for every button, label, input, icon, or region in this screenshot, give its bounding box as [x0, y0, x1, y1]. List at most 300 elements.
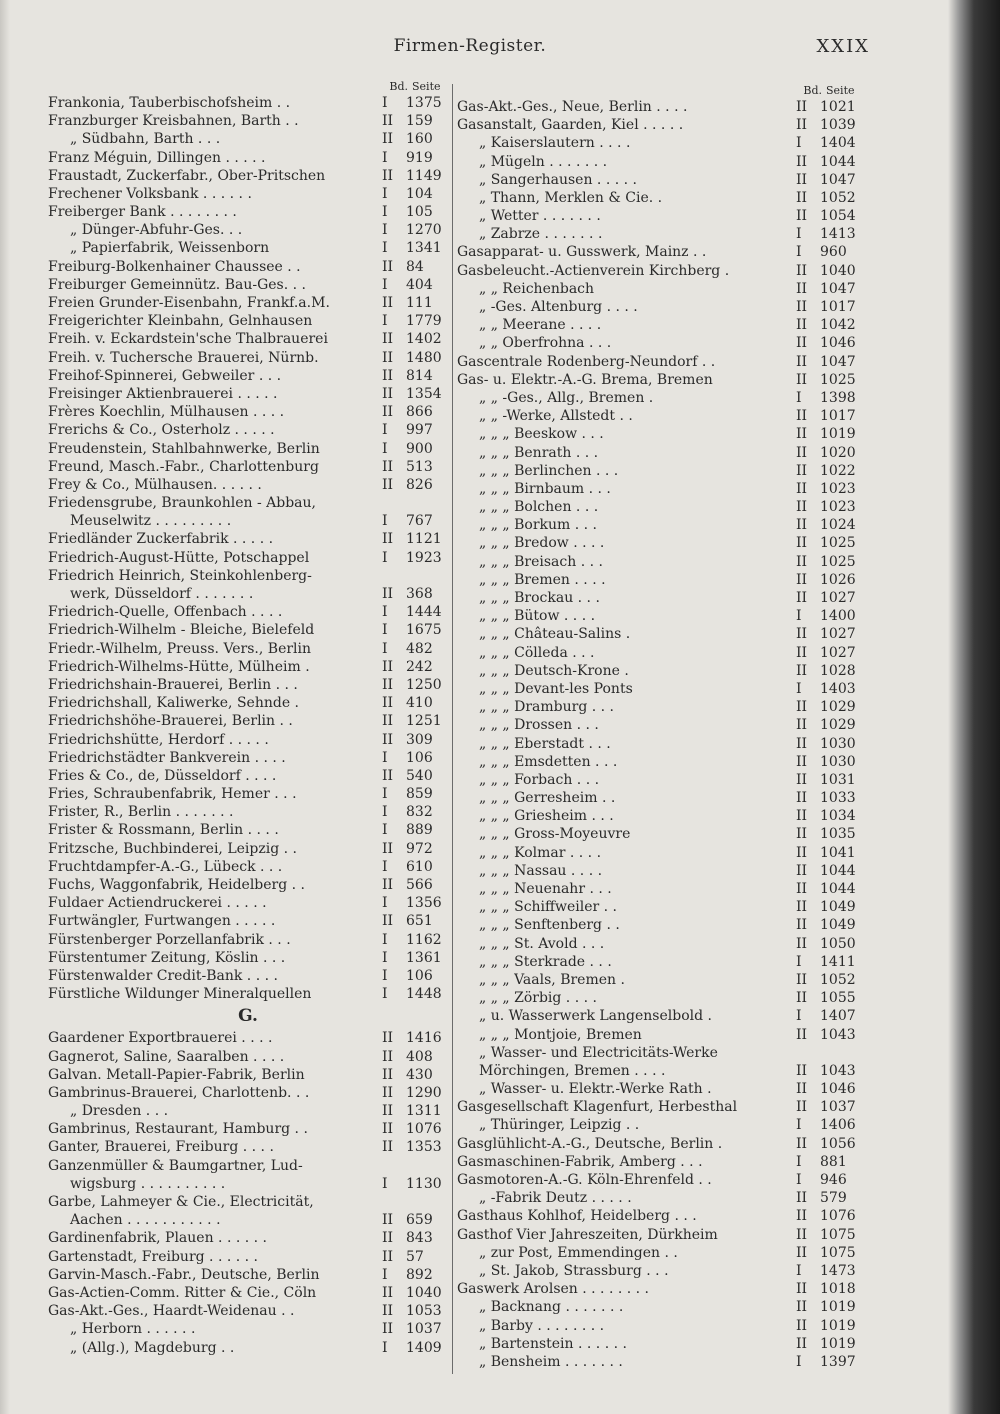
register-entry [457, 607, 862, 625]
register-entry [457, 644, 862, 662]
entry-page: 1029 [820, 699, 856, 716]
register-entry [48, 130, 448, 148]
entry-page: 881 [820, 1153, 847, 1170]
register-entry [457, 807, 862, 825]
entry-name: Frerichs & Co., Osterholz . . . . . [48, 422, 275, 439]
register-entry [48, 476, 448, 494]
entry-page: 659 [406, 1212, 433, 1229]
entry-volume: I [382, 513, 388, 530]
entry-name: „ „ „ Beeskow . . . [479, 426, 604, 443]
entry-page: 651 [406, 913, 433, 930]
entry-volume: I [382, 422, 388, 439]
register-entry [48, 1066, 448, 1084]
entry-volume: II [382, 877, 394, 894]
register-entry [457, 698, 862, 716]
register-entry [48, 749, 448, 767]
register-entry [48, 94, 448, 112]
entry-volume: II [382, 1121, 394, 1138]
entry-volume: II [382, 131, 394, 148]
entry-page: 540 [406, 767, 433, 784]
entry-name: „ Backnang . . . . . . . [479, 1299, 624, 1316]
register-entry [48, 840, 448, 858]
entry-volume: I [796, 244, 802, 261]
entry-name: „ „ Meerane . . . . [479, 317, 602, 334]
entry-page: 1480 [406, 349, 442, 366]
entry-page: 242 [406, 658, 433, 675]
right-column [457, 84, 862, 1371]
entry-name: „ „ „ Breisach . . . [479, 553, 603, 570]
entry-name: „ zur Post, Emmendingen . . [479, 1244, 678, 1261]
entry-page: 1039 [820, 117, 856, 134]
entry-page: 1055 [820, 990, 856, 1007]
entry-page: 1473 [820, 1262, 856, 1279]
entry-name: Freund, Masch.-Fabr., Charlottenburg [48, 458, 319, 475]
entry-name: „ „ „ Drossen . . . [479, 717, 599, 734]
register-entry [457, 1044, 862, 1062]
entry-name: „ „ „ St. Avold . . . [479, 935, 605, 952]
entry-page: 1923 [406, 549, 442, 566]
register-entry [48, 1139, 448, 1157]
entry-volume: II [382, 767, 394, 784]
entry-page: 859 [406, 786, 433, 803]
entry-page: 997 [406, 422, 433, 439]
entry-volume: I [382, 276, 388, 293]
entry-volume: II [796, 1226, 808, 1243]
entry-name: „ -Fabrik Deutz . . . . . [479, 1190, 632, 1207]
entry-name: Gas-Akt.-Ges., Haardt-Weidenau . . [48, 1303, 295, 1320]
entry-name: Frankonia, Tauberbischofsheim . . [48, 94, 291, 111]
entry-page: 946 [820, 1172, 847, 1189]
entry-volume: II [382, 1230, 394, 1247]
entry-volume: II [382, 731, 394, 748]
entry-name: Mörchingen, Bremen . . . . [479, 1062, 666, 1079]
register-entry [457, 389, 862, 407]
entry-name: Gagnerot, Saline, Saaralben . . . . [48, 1048, 285, 1065]
register-entry [48, 1266, 448, 1284]
entry-name: „ „ „ Schiffweiler . . [479, 899, 617, 916]
entry-volume: II [382, 295, 394, 312]
entry-page: 1025 [820, 371, 856, 388]
entry-name: „ „ „ Birnbaum . . . [479, 480, 611, 497]
entry-name: Frey & Co., Mülhausen. . . . . . [48, 476, 262, 493]
entry-volume: II [382, 258, 394, 275]
register-entry [457, 153, 862, 171]
entry-page: 1400 [820, 608, 856, 625]
entry-page: 160 [406, 131, 433, 148]
register-entry [48, 167, 448, 185]
register-entry [48, 294, 448, 312]
entry-page: 1411 [820, 953, 856, 970]
entry-page: 1041 [820, 844, 856, 861]
register-entry [48, 1102, 448, 1120]
entry-name: Fuldaer Actiendruckerei . . . . . [48, 895, 267, 912]
entry-volume: I [382, 622, 388, 639]
register-entry [48, 676, 448, 694]
register-entry [48, 567, 448, 585]
entry-name: „ Thann, Merklen & Cie. . [479, 189, 663, 206]
entry-volume: I [796, 1153, 802, 1170]
entry-name: „ Thüringer, Leipzig . . [479, 1117, 640, 1134]
bd-header: Bd. [389, 80, 408, 93]
entry-name: Fuchs, Waggonfabrik, Heidelberg . . [48, 877, 306, 894]
entry-volume: II [796, 917, 808, 934]
entry-volume: II [796, 753, 808, 770]
entry-page: 106 [406, 967, 433, 984]
register-entry [48, 1248, 448, 1266]
register-entry [457, 735, 862, 753]
register-entry [457, 1062, 862, 1080]
entry-page: 1047 [820, 171, 856, 188]
right-entry-list [457, 98, 862, 1371]
entry-volume: II [796, 189, 808, 206]
register-entry [457, 680, 862, 698]
register-entry [48, 931, 448, 949]
entry-name: Frechener Volksbank . . . . . . [48, 185, 252, 202]
entry-name: „ „ „ Bütow . . . . [479, 608, 596, 625]
register-entry [457, 916, 862, 934]
entry-page: 1076 [406, 1121, 442, 1138]
entry-name: Freiberger Bank . . . . . . . . [48, 204, 237, 221]
register-entry [48, 421, 448, 439]
register-entry [48, 1302, 448, 1320]
register-entry [457, 826, 862, 844]
entry-name: „ (Allg.), Magdeburg . . [70, 1339, 235, 1356]
entry-name: Fritzsche, Buchbinderei, Leipzig . . [48, 840, 297, 857]
entry-name: „ „ „ Emsdetten . . . [479, 753, 618, 770]
entry-name: „ „ „ Benrath . . . [479, 444, 599, 461]
register-entry [48, 349, 448, 367]
entry-name: „ Südbahn, Barth . . . [70, 131, 221, 148]
entry-volume: II [796, 699, 808, 716]
register-entry [48, 785, 448, 803]
register-entry [48, 1193, 448, 1211]
entry-volume: I [796, 1172, 802, 1189]
entry-volume: II [382, 676, 394, 693]
entry-name: Gasgesellschaft Klagenfurt, Herbesthal [457, 1099, 738, 1116]
register-entry [457, 462, 862, 480]
register-entry [48, 440, 448, 458]
entry-name: „ Wasser- u. Elektr.-Werke Rath . [479, 1081, 712, 1098]
entry-name: „ Bartenstein . . . . . . [479, 1335, 627, 1352]
entry-volume: II [382, 1139, 394, 1156]
entry-page: 1413 [820, 226, 856, 243]
entry-volume: II [382, 1048, 394, 1065]
entry-volume: II [796, 299, 808, 316]
entry-volume: II [382, 1212, 394, 1229]
entry-page: 1049 [820, 899, 856, 916]
entry-page: 1023 [820, 499, 856, 516]
entry-volume: II [382, 385, 394, 402]
entry-page: 1354 [406, 385, 442, 402]
entry-volume: I [796, 1353, 802, 1370]
entry-volume: I [796, 1262, 802, 1279]
register-entry [457, 989, 862, 1007]
entry-name: „ „ „ Bolchen . . . [479, 499, 599, 516]
register-entry [457, 535, 862, 553]
register-entry [457, 98, 862, 116]
register-entry [457, 789, 862, 807]
register-entry [457, 280, 862, 298]
entry-name: Gas-Actien-Comm. Ritter & Cie., Cöln [48, 1284, 317, 1301]
entry-volume: II [796, 899, 808, 916]
entry-page: 159 [406, 113, 433, 130]
entry-volume: I [382, 786, 388, 803]
entry-name: Friedrich-Wilhelm - Bleiche, Bielefeld [48, 622, 315, 639]
entry-volume: II [382, 1321, 394, 1338]
entry-name: „ „ „ Senftenberg . . [479, 917, 620, 934]
entry-name: „ u. Wasserwerk Langenselbold . [479, 1008, 712, 1025]
register-entry [457, 1171, 862, 1189]
entry-volume: I [382, 440, 388, 457]
entry-name: „ „ „ Château-Salins . [479, 626, 631, 643]
entry-page: 972 [406, 840, 433, 857]
entry-volume: I [382, 204, 388, 221]
entry-page: 309 [406, 731, 433, 748]
section-letter-g: G. [238, 1006, 258, 1027]
register-entry [48, 912, 448, 930]
entry-name: „ -Ges. Altenburg . . . . [479, 299, 638, 316]
entry-volume: II [796, 280, 808, 297]
entry-page: 1034 [820, 808, 856, 825]
register-entry [457, 516, 862, 534]
entry-page: 1047 [820, 353, 856, 370]
page-number: XXIX [816, 36, 870, 57]
entry-volume: II [796, 1062, 808, 1079]
entry-page: 1250 [406, 676, 442, 693]
entry-name: Galvan. Metall-Papier-Fabrik, Berlin [48, 1066, 305, 1083]
entry-name: „ „ „ Griesheim . . . [479, 808, 614, 825]
register-entry [457, 589, 862, 607]
left-g-entry-list [48, 1029, 448, 1356]
register-entry [457, 189, 862, 207]
right-column-header [457, 84, 862, 98]
entry-page: 1046 [820, 335, 856, 352]
register-entry [457, 1280, 862, 1298]
register-entry [48, 585, 448, 603]
entry-name: Fries & Co., de, Düsseldorf . . . . [48, 767, 277, 784]
register-entry [457, 425, 862, 443]
register-entry [457, 1244, 862, 1262]
entry-volume: II [796, 553, 808, 570]
entry-volume: II [796, 1299, 808, 1316]
entry-name: Gasthof Vier Jahreszeiten, Dürkheim [457, 1226, 718, 1243]
register-entry [48, 1175, 448, 1193]
entry-volume: I [382, 949, 388, 966]
entry-page: 1251 [406, 713, 442, 730]
entry-page: 1031 [820, 771, 856, 788]
entry-name: „ Barby . . . . . . . . [479, 1317, 605, 1334]
register-entry [457, 334, 862, 352]
entry-page: 1046 [820, 1081, 856, 1098]
entry-volume: II [796, 571, 808, 588]
register-entry [457, 1026, 862, 1044]
entry-name: „ Papierfabrik, Weissenborn [70, 240, 270, 257]
register-entry [457, 880, 862, 898]
entry-volume: II [796, 1135, 808, 1152]
entry-volume: II [796, 1099, 808, 1116]
entry-volume: I [382, 749, 388, 766]
entry-name: Gasbeleucht.-Actienverein Kirchberg . [457, 262, 730, 279]
register-entry [48, 731, 448, 749]
entry-page: 410 [406, 695, 433, 712]
register-entry [48, 385, 448, 403]
entry-name: Friedländer Zuckerfabrik . . . . . [48, 531, 274, 548]
entry-page: 1056 [820, 1135, 856, 1152]
entry-name: Freiburger Gemeinnütz. Bau-Ges. . . [48, 276, 306, 293]
entry-volume: II [382, 113, 394, 130]
entry-page: 1052 [820, 971, 856, 988]
register-entry [48, 1120, 448, 1138]
register-entry [457, 1335, 862, 1353]
entry-name: Fürstenberger Porzellanfabrik . . . [48, 931, 291, 948]
entry-volume: II [796, 353, 808, 370]
entry-page: 1037 [406, 1321, 442, 1338]
register-entry [48, 1048, 448, 1066]
entry-page: 1021 [820, 98, 856, 115]
entry-page: 1029 [820, 717, 856, 734]
register-entry [48, 1229, 448, 1247]
entry-volume: II [796, 662, 808, 679]
entry-volume: II [382, 713, 394, 730]
entry-page: 1076 [820, 1208, 856, 1225]
entry-page: 57 [406, 1248, 424, 1265]
entry-page: 826 [406, 476, 433, 493]
entry-volume: II [796, 626, 808, 643]
entry-volume: II [382, 658, 394, 675]
register-entry [48, 640, 448, 658]
entry-volume: II [796, 408, 808, 425]
entry-volume: I [796, 389, 802, 406]
register-entry [48, 512, 448, 530]
register-entry [48, 1211, 448, 1229]
seite-header: Seite [826, 84, 855, 97]
seite-header: Seite [412, 80, 441, 93]
entry-page: 1033 [820, 790, 856, 807]
entry-page: 1049 [820, 917, 856, 934]
entry-name: Gardinenfabrik, Plauen . . . . . . [48, 1230, 267, 1247]
register-entry [48, 712, 448, 730]
entry-name: Fries, Schraubenfabrik, Hemer . . . [48, 786, 297, 803]
register-entry [48, 967, 448, 985]
entry-volume: II [796, 371, 808, 388]
entry-volume: I [382, 931, 388, 948]
entry-page: 1019 [820, 1299, 856, 1316]
entry-page: 919 [406, 149, 433, 166]
entry-volume: I [382, 858, 388, 875]
entry-volume: I [796, 608, 802, 625]
entry-name: „ „ „ Kolmar . . . . [479, 844, 602, 861]
entry-volume: I [796, 680, 802, 697]
entry-volume: II [796, 1190, 808, 1207]
entry-name: Freigerichter Kleinbahn, Gelnhausen [48, 313, 313, 330]
entry-page: 1404 [820, 135, 856, 152]
entry-volume: II [382, 1030, 394, 1047]
register-entry [48, 258, 448, 276]
entry-page: 1311 [406, 1103, 442, 1120]
entry-name: Gas-Akt.-Ges., Neue, Berlin . . . . [457, 98, 688, 115]
entry-page: 1030 [820, 753, 856, 770]
register-entry [457, 1080, 862, 1098]
entry-name: Friedrichstädter Bankverein . . . . [48, 749, 286, 766]
entry-volume: II [382, 349, 394, 366]
register-entry [457, 971, 862, 989]
entry-name: „ St. Jakob, Strassburg . . . [479, 1262, 669, 1279]
entry-name: „ „ „ Berlinchen . . . [479, 462, 619, 479]
entry-name: Freiburg-Bolkenhainer Chaussee . . [48, 258, 301, 275]
entry-volume: II [796, 98, 808, 115]
entry-page: 1028 [820, 662, 856, 679]
entry-page: 1052 [820, 189, 856, 206]
entry-name: Frister, R., Berlin . . . . . . . [48, 804, 234, 821]
entry-page: 1042 [820, 317, 856, 334]
entry-volume: II [382, 1084, 394, 1101]
entry-volume: II [382, 367, 394, 384]
entry-volume: II [382, 476, 394, 493]
register-entry [48, 1029, 448, 1047]
register-entry [48, 694, 448, 712]
entry-page: 900 [406, 440, 433, 457]
entry-name: „ Wasser- und Electricitäts-Werke [479, 1044, 718, 1061]
register-entry [48, 185, 448, 203]
register-entry [457, 498, 862, 516]
entry-name: „ „ „ Eberstadt . . . [479, 735, 611, 752]
entry-name: „ „ „ Borkum . . . [479, 517, 597, 534]
register-entry [457, 298, 862, 316]
entry-page: 1020 [820, 444, 856, 461]
entry-page: 1043 [820, 1026, 856, 1043]
bd-header: Bd. [803, 84, 822, 97]
entry-volume: I [382, 549, 388, 566]
register-entry [457, 1317, 862, 1335]
entry-name: „ „ „ Devant-les Ponts [479, 680, 633, 697]
entry-page: 482 [406, 640, 433, 657]
entry-page: 1675 [406, 622, 442, 639]
register-entry [457, 371, 862, 389]
entry-volume: II [796, 590, 808, 607]
entry-page: 1130 [406, 1175, 442, 1192]
entry-volume: II [382, 913, 394, 930]
entry-name: Garbe, Lahmeyer & Cie., Electricität, [48, 1194, 314, 1211]
entry-page: 767 [406, 513, 433, 530]
entry-page: 1353 [406, 1139, 442, 1156]
entry-name: Freisinger Aktienbrauerei . . . . . [48, 385, 278, 402]
entry-page: 84 [406, 258, 424, 275]
entry-page: 1025 [820, 553, 856, 570]
entry-page: 843 [406, 1230, 433, 1247]
entry-volume: I [796, 226, 802, 243]
register-entry [457, 1135, 862, 1153]
register-entry [48, 403, 448, 421]
entry-page: 1027 [820, 590, 856, 607]
entry-name: Fürstentumer Zeitung, Köslin . . . [48, 949, 286, 966]
entry-name: „ Bensheim . . . . . . . [479, 1353, 623, 1370]
register-entry [48, 603, 448, 621]
entry-name: Frister & Rossmann, Berlin . . . . [48, 822, 279, 839]
register-entry [48, 1339, 448, 1357]
register-entry [48, 330, 448, 348]
entry-name: Gambrinus, Restaurant, Hamburg . . [48, 1121, 308, 1138]
entry-page: 1149 [406, 167, 442, 184]
entry-name: Friedrich-Quelle, Offenbach . . . . [48, 604, 283, 621]
entry-volume: I [382, 822, 388, 839]
entry-name: Gartenstadt, Freiburg . . . . . . [48, 1248, 258, 1265]
left-entry-list [48, 94, 448, 1003]
register-entry [457, 953, 862, 971]
entry-volume: II [796, 444, 808, 461]
entry-page: 1341 [406, 240, 442, 257]
entry-page: 430 [406, 1066, 433, 1083]
register-entry [457, 771, 862, 789]
